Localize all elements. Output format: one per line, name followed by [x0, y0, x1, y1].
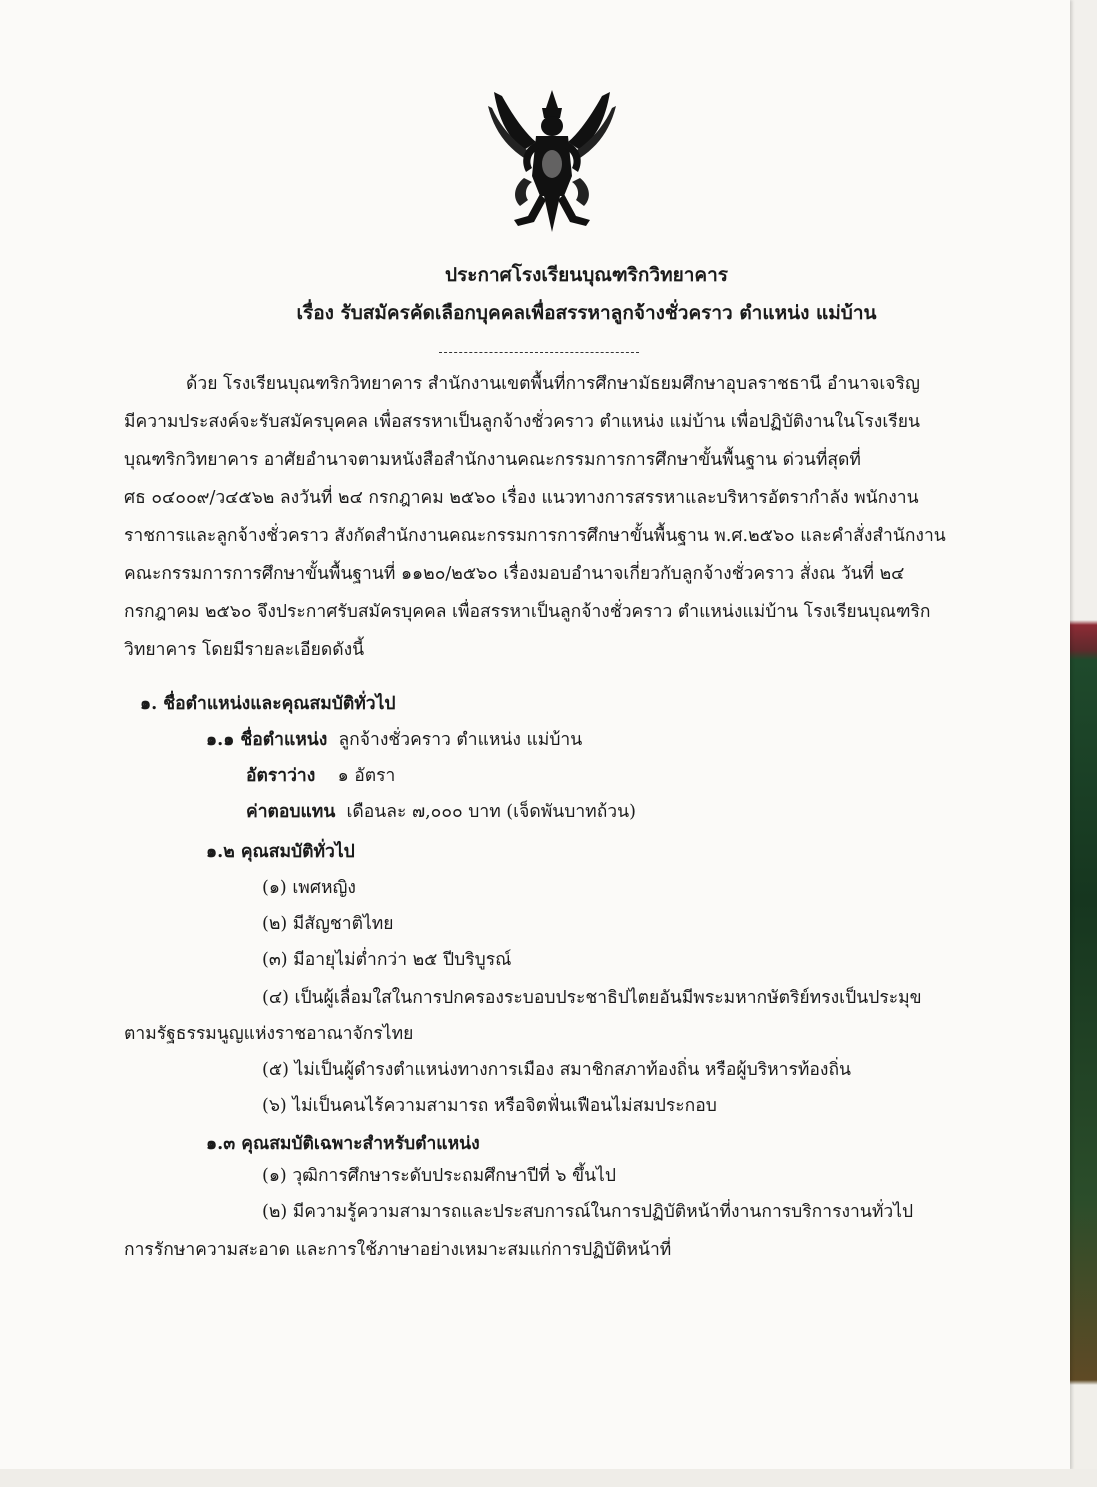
intro-line: มีความประสงค์จะรับสมัครบุคคล เพื่อสรรหาเป็นลูกจ้างชั่วคราว ตำแหน่ง แม่บ้าน เพื่อปฏิบัติงานในโรงเรียน [124, 412, 920, 432]
background-edge [1069, 0, 1097, 1487]
pay-label: ค่าตอบแทน [246, 802, 336, 822]
position-name-value: ลูกจ้างชั่วคราว ตำแหน่ง แม่บ้าน [338, 730, 583, 750]
position-name-row [206, 732, 582, 750]
background-edge-bottom [0, 1469, 1097, 1487]
qualification-item: (๓) มีอายุไม่ต่ำกว่า ๒๕ ปีบริบูรณ์ [262, 950, 512, 970]
announcement-title: ประกาศโรงเรียนบุณฑริกวิทยาคาร [445, 264, 728, 286]
intro-line: บุณฑริกวิทยาคาร อาศัยอำนาจตามหนังสือสำนักงานคณะกรรมการการศึกษาขั้นพื้นฐาน ด่วนที่สุดที่ [124, 450, 861, 470]
qualification-item: (๔) เป็นผู้เลื่อมใสในการปกครองระบอบประชาธิปไตยอันมีพระมหากษัตริย์ทรงเป็นประมุข [262, 988, 922, 1008]
qualification-item: (๖) ไม่เป็นคนไร้ความสามารถ หรือจิตฟั่นเฟือนไม่สมประกอบ [262, 1096, 717, 1116]
pay-row [246, 804, 636, 822]
garuda-emblem-icon [484, 86, 620, 236]
vacancy-value: ๑ อัตรา [337, 766, 396, 786]
title-divider [439, 352, 639, 353]
specific-qualifications-heading: ๑.๓ คุณสมบัติเฉพาะสำหรับตำแหน่ง [206, 1134, 480, 1154]
intro-line: คณะกรรมการการศึกษาขั้นพื้นฐานที่ ๑๑๒๐/๒๕๖๐ เรื่องมอบอำนาจเกี่ยวกับลูกจ้างชั่วคราว สั่งณ วันที่ ๒๔ [124, 564, 905, 584]
qualification-item: (๒) มีสัญชาติไทย [262, 914, 394, 934]
specific-qualification-item: (๑) วุฒิการศึกษาระดับประถมศึกษาปีที่ ๖ ขึ้นไป [262, 1166, 616, 1186]
intro-line: วิทยาคาร โดยมีรายละเอียดดังนี้ [124, 640, 365, 660]
intro-line: ด้วย โรงเรียนบุณฑริกวิทยาคาร สำนักงานเขตพื้นที่การศึกษามัธยมศึกษาอุบลราชธานี อำนาจเจริญ [186, 374, 920, 394]
vacancy-row [246, 768, 395, 786]
qualification-item: (๕) ไม่เป็นผู้ดำรงตำแหน่งทางการเมือง สมาชิกสภาท้องถิ่น หรือผู้บริหารท้องถิ่น [262, 1060, 852, 1080]
qualification-item-continued: ตามรัฐธรรมนูญแห่งราชอาณาจักรไทย [124, 1024, 414, 1044]
specific-qualification-item: (๒) มีความรู้ความสามารถและประสบการณ์ในการปฏิบัติหน้าที่งานการบริการงานทั่วไป [262, 1202, 914, 1222]
section-1-heading: ๑. ชื่อตำแหน่งและคุณสมบัติทั่วไป [140, 694, 396, 714]
general-qualifications-heading: ๑.๒ คุณสมบัติทั่วไป [206, 842, 355, 862]
intro-line: กรกฎาคม ๒๕๖๐ จึงประกาศรับสมัครบุคคล เพื่อสรรหาเป็นลูกจ้างชั่วคราว ตำแหน่งแม่บ้าน โรงเรียนบุณฑริก [124, 602, 931, 622]
specific-qualification-item-continued: การรักษาความสะอาด และการใช้ภาษาอย่างเหมาะสมแก่การปฏิบัติหน้าที่ [124, 1240, 672, 1260]
announcement-subject: เรื่อง รับสมัครคัดเลือกบุคคลเพื่อสรรหาลูกจ้างชั่วคราว ตำแหน่ง แม่บ้าน [296, 302, 877, 324]
vacancy-label: อัตราว่าง [246, 766, 316, 786]
intro-line: ศธ ๐๔๐๐๙/ว๔๕๖๒ ลงวันที่ ๒๔ กรกฎาคม ๒๕๖๐ เรื่อง แนวทางการสรรหาและบริหารอัตรากำลัง พนักงาน [124, 488, 919, 508]
intro-line: ราชการและลูกจ้างชั่วคราว สังกัดสำนักงานคณะกรรมการการศึกษาขั้นพื้นฐาน พ.ศ.๒๕๖๐ และคำสั่งสำนักงาน [124, 526, 946, 546]
position-name-label: ๑.๑ ชื่อตำแหน่ง [206, 730, 328, 750]
qualification-item: (๑) เพศหญิง [262, 878, 356, 898]
pay-value: เดือนละ ๗,๐๐๐ บาท (เจ็ดพันบาทถ้วน) [346, 802, 636, 822]
